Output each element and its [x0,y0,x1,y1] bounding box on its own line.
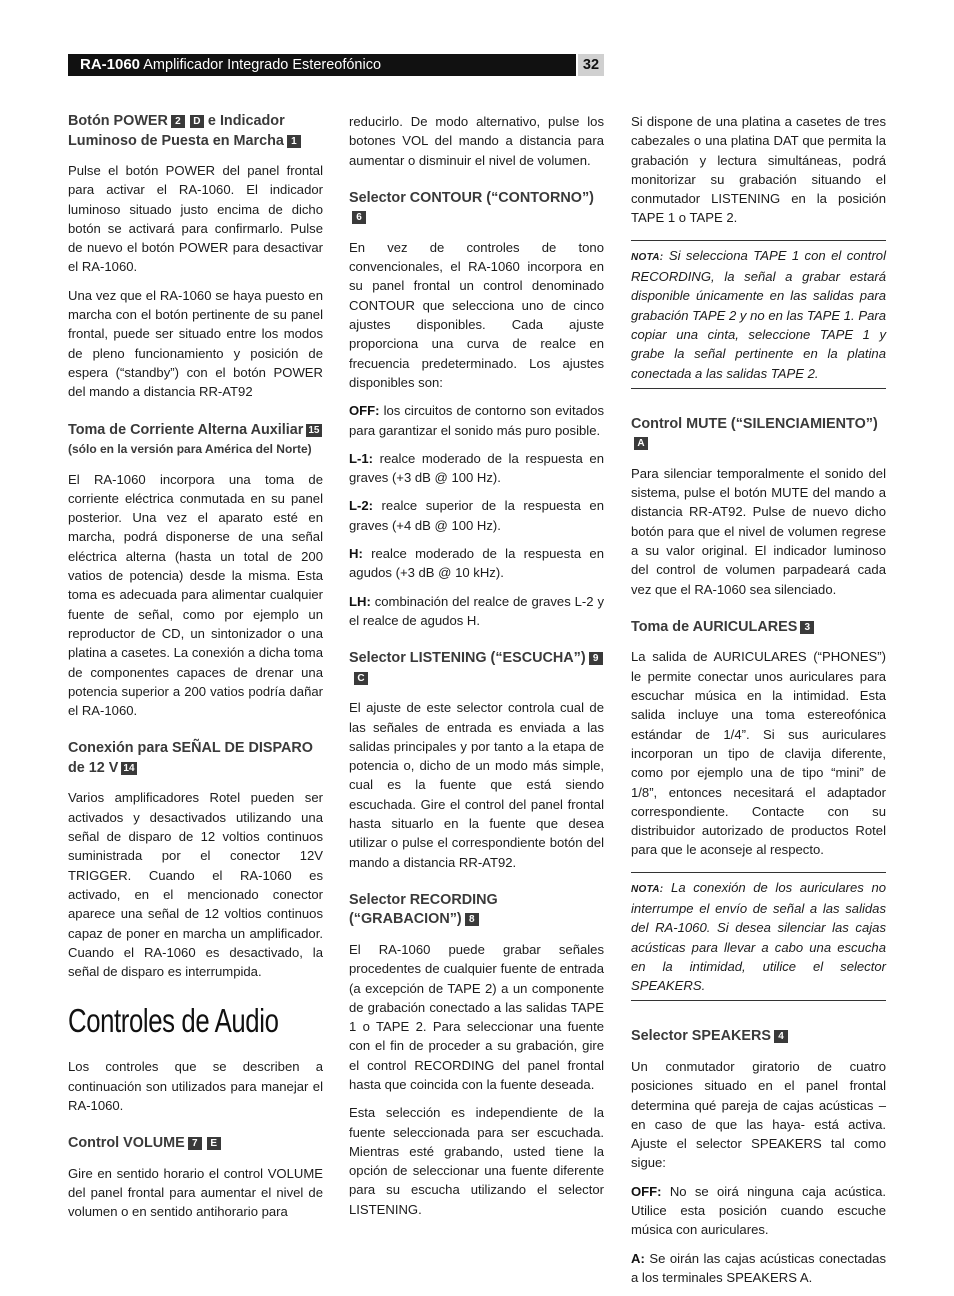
heading-ac-outlet [68,421,323,460]
option-l1 [349,449,604,488]
heading-listening [349,649,604,688]
paragraph: Si dispone de una platina a casetes de tres cabezales o una platina DAT que permita la grabación y lectura simultáneas, podrá monitorizar su grabación situando el conmutador LISTENING en la posición TAPE 1 o TAPE 2. [631,114,886,226]
text-span: OFF: [631,1183,662,1199]
model-name: RA-1060 [80,56,141,73]
option-l2 [349,496,604,535]
text-span: H: [349,546,363,562]
text-span: Botón POWER [68,113,168,129]
text-span: Toma de Corriente Alterna Auxiliar [68,421,304,438]
ref-box: D [190,115,204,128]
option-lh [349,592,604,631]
text-span: Selector RECORDING (“GRABACION”) [349,891,498,928]
ref-box: 14 [123,762,135,774]
text-span: realce superior de la respuesta en graves (+4 dB @ 100 Hz). [349,498,604,533]
text-span: los circuitos de contorno son evitados para garantizar el sonido más puro posible. [349,403,604,438]
ref-box: E [207,1137,221,1150]
text-span: Indicador Luminoso de Puesta en Marcha [68,113,285,149]
option-off [631,1182,886,1240]
ref-box: 8 [465,913,479,926]
ref-box: 7 [188,1137,202,1150]
page-number: 32 [578,54,604,76]
option-h [349,544,604,583]
text-span: LH: [349,593,371,609]
text-span: e [207,113,216,129]
paragraph: La salida de AURICULARES (“PHONES”) le permite conectar unos auriculares para escuchar música en la intimidad. Esta salida incluye una toma estereofónica estándar de 1/4”. Si sus auriculares incorporan un tipo de clavija diferente, como por ejemplo una de tipo “mini” de 1/8”, entonces necesitará el adaptador correspondiente. Contacte con su distribuidor autorizado de productos Rotel para que le aconseje al respecto. [631,649,886,858]
text-span: (sólo en la versión para América del Norte) [68,442,312,457]
ref-box: A [634,437,648,450]
text-span: Si selecciona TAPE 1 con el control RECORDING, la señal a grabar estará disponible únicamente en las salidas para grabación TAPE 2 y no en las TAPE 1. Para copiar una cinta, seleccione TAPE 1 y grabe la señal pertinente en la platina conectada a las salidas TAPE 2. [631,247,886,381]
paragraph: Esta selección es independiente de la fuente seleccionada para ser escuchada. Mientras esté grabando, usted tiene la opción de seleccionar una fuente diferente para su escucha utilizando el selector LISTENING. [349,1105,604,1217]
paragraph: En vez de controles de tono convencionales, el RA-1060 incorpora en su panel frontal un control denominado CONTOUR que selecciona uno de cinco ajustes disponibles. Cada ajuste proporciona una curva de realce en frecuencia predeterminado. Los ajustes disponibles son: [349,239,604,390]
paragraph: El RA-1060 puede grabar señales procedentes de cualquier fuente de entrada (a excepción de TAPE 2) a un componente de grabación conectado a las salidas TAPE 1 o TAPE 2. Para seleccionar una fuente con el fin de proceder a su grabación, gire el control RECORDING del panel frontal hasta que coincida con la fuente deseada. [349,941,604,1092]
section-title: Controles de Audio [68,1002,279,1040]
heading-headphones [631,618,886,638]
text-span: NOTA: [631,251,664,263]
text-span: Control VOLUME [68,1135,185,1152]
text-span: Conexión para SEÑAL DE DISPARO de 12 V [68,740,313,776]
text-span: L-2: [349,498,374,514]
text-span: Toma de AURICULARES [631,618,798,635]
column-1 [68,112,323,1231]
option-off [349,401,604,440]
text-span: Selector CONTOUR (“CONTORNO”) [349,189,594,206]
ref-box: 15 [308,424,320,436]
heading-recording [349,891,604,930]
text-span: Se oirán las cajas acústicas conectadas a los terminales SPEAKERS A. [631,1250,886,1285]
heading-speakers [631,1027,886,1047]
paragraph: Para silenciar temporalmente el sonido del sistema, pulse el botón MUTE del mando a distancia RR-AT92. Pulse de nuevo dicho botón para que el nivel de volumen regrese a su valor original. El indicador luminoso del control de volumen parpadeará cada vez que el RA-1060 sea silenciado. [631,465,886,597]
ref-box: 3 [800,621,814,634]
ref-box: 1 [287,135,301,148]
text-span: OFF: [349,403,380,419]
text-span: Selector LISTENING (“ESCUCHA”) [349,650,586,667]
paragraph: Varios amplificadores Rotel pueden ser activados y desactivados utilizando una señal de disparo de 12 voltios continuos suministrada por el conector 12V TRIGGER. Cuando el RA-1060 es activado, en el mencionado conector aparece una señal de 12 voltios continuos capaz de poner en marcha un amplificador. Cuando el RA-1060 es desactivado, la señal de disparo es interrumpida. [68,790,323,980]
text-span: Control MUTE (“SILENCIAMIENTO”) [631,415,878,432]
heading-trigger [68,739,323,778]
header-title: Amplificador Integrado Estereofónico [143,57,382,73]
paragraph: Pulse el botón POWER del panel frontal para activar el RA-1060. El indicador luminoso situado justo encima de dicho botón se activará para confirmarlo. Pulse de nuevo el botón POWER para desactivar el RA-1060. [68,163,323,275]
paragraph: El ajuste de este selector controla cual de las señales de entrada es enviada a las salidas principales y por tanto a la etapa de potencia o, dicho de un modo más simple, cual es la fuente que está siendo escuchada. Gire el control del panel frontal hasta situarlo en la fuente que desea utilizar o pulse el correspondiente botón del mando a distancia RR-AT92. [349,700,604,870]
paragraph: Los controles que se describen a continuación son utilizados para manejar el RA-1060. [68,1059,323,1113]
column-2 [349,112,604,1228]
text-span: No se oirá ninguna caja acústica. Utilice esta posición cuando escuche música con auriculares. [631,1183,886,1238]
text-span: combinación del realce de graves L-2 y el realce de agudos H. [349,593,605,628]
ref-box: 6 [352,211,366,224]
ref-box: 4 [774,1030,788,1043]
heading-mute [631,415,886,454]
page-header [68,54,576,76]
note-box [631,872,886,1002]
ref-box: 9 [589,652,603,665]
paragraph: Una vez que el RA-1060 se haya puesto en marcha con el botón pertinente de su panel frontal, puede ser situado entre los modos de pleno funcionamiento y posición de espera (“standby”) con el botón POWER del mando a distancia RR-AT92 [68,287,323,400]
text-span: realce moderado de la respuesta en graves (+3 dB @ 100 Hz). [349,450,604,486]
heading-power [68,112,323,151]
ref-box: 2 [171,115,185,128]
note-box [631,240,886,389]
text-span: Selector SPEAKERS [631,1028,771,1045]
column-3 [631,112,886,1296]
text-span: La conexión de los auriculares no interrumpe el envío de señal a las salidas del RA-1060. Si desea silenciar las cajas acústicas para llevar a cabo una escucha en la intimidad, utilice el selector SPEAKERS. [631,879,887,994]
text-span: A: [631,1250,645,1266]
ref-box: C [354,672,368,685]
paragraph: Gire en sentido horario el control VOLUME del panel frontal para aumentar el nivel de volumen o en sentido antihorario para [68,1165,323,1220]
heading-volume [68,1134,323,1154]
paragraph: El RA-1060 incorpora una toma de corriente eléctrica conmutada en su panel posterior. Una vez el aparato esté en marcha, podrá disponerse de una señal eléctrica alterna (hasta un total de 200 vatios de potencia) desde la misma. Esta toma es adecuada para alimentar cualquier fuente de señal, como por ejemplo un reproductor de CD, un sintonizador o una platina a casetes. La conexión a dicha toma de componentes capaces de drenar una potencia superior a 200 vatios podría dañar el RA-1060. [68,471,323,719]
text-span: NOTA: [631,883,664,895]
text-span: realce moderado de la respuesta en agudos (+3 dB @ 10 kHz). [349,546,605,581]
option-a [631,1249,886,1288]
paragraph: Un conmutador giratorio de cuatro posiciones situado en el panel frontal determina qué pareja de cajas acústicas – en caso de que las haya- está activa. Ajuste el selector SPEAKERS tal como sigue: [631,1058,886,1171]
text-span: L-1: [349,450,374,466]
paragraph: reducirlo. De modo alternativo, pulse los botones VOL del mando a distancia para aumentar o disminuir el nivel de volumen. [349,114,604,168]
heading-contour [349,189,604,228]
